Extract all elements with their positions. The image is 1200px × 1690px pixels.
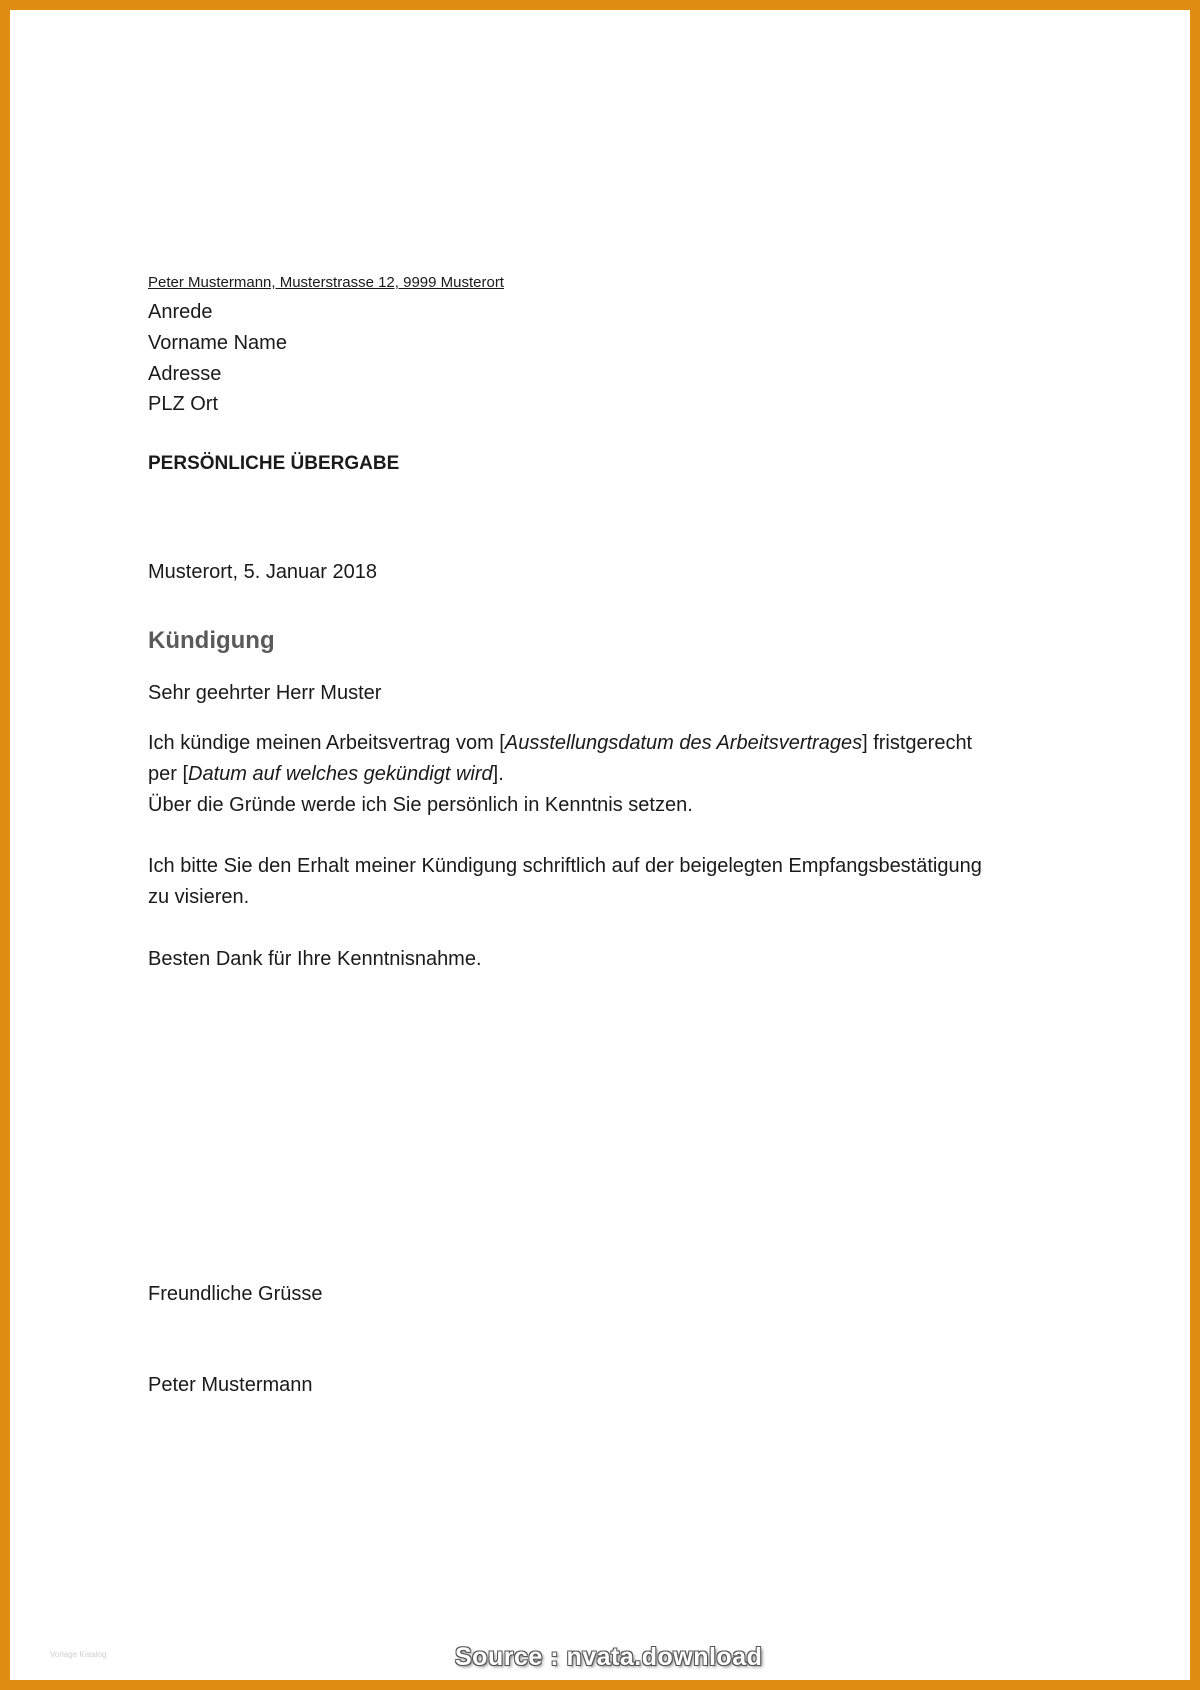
contract-date-placeholder: Ausstellungsdatum des Arbeitsvertrages <box>504 732 863 754</box>
recipient-zip-city: PLZ Ort <box>148 393 219 415</box>
paragraph-1-line-2 <box>148 763 504 786</box>
paragraph-3: Besten Dank für Ihre Kenntnisnahme. <box>148 948 482 970</box>
source-watermark: Source : nvata.download <box>455 1643 763 1671</box>
sender-return-address: Peter Mustermann, Musterstrasse 12, 9999 Musterort <box>148 274 504 291</box>
signature-name: Peter Mustermann <box>148 1374 313 1396</box>
paragraph-2-line-1: Ich bitte Sie den Erhalt meiner Kündigung schriftlich auf der beigelegten Empfangsbestätigung <box>148 855 982 877</box>
place-date: Musterort, 5. Januar 2018 <box>148 561 378 583</box>
greeting: Sehr geehrter Herr Muster <box>148 682 382 704</box>
paragraph-2-line-2: zu visieren. <box>148 886 250 908</box>
p1-text-b: ] fristgerecht <box>862 732 973 754</box>
p1-text-a: Ich kündige meinen Arbeitsvertrag vom [ <box>148 732 505 754</box>
p1-text-d: ]. <box>492 763 504 785</box>
recipient-name: Vorname Name <box>148 332 287 354</box>
letter-subject: Kündigung <box>148 627 275 654</box>
paragraph-1-line-3: Über die Gründe werde ich Sie persönlich in Kenntnis setzen. <box>148 794 693 816</box>
recipient-address: Adresse <box>148 363 222 385</box>
delivery-note: PERSÖNLICHE ÜBERGABE <box>148 453 400 474</box>
p1-text-c: per [ <box>148 763 189 785</box>
closing: Freundliche Grüsse <box>148 1283 323 1305</box>
termination-date-placeholder: Datum auf welches gekündigt wird <box>188 763 493 785</box>
small-watermark: Vorlage Katalog <box>50 1650 107 1659</box>
recipient-salutation: Anrede <box>148 301 213 323</box>
paragraph-1-line-1 <box>148 732 972 755</box>
